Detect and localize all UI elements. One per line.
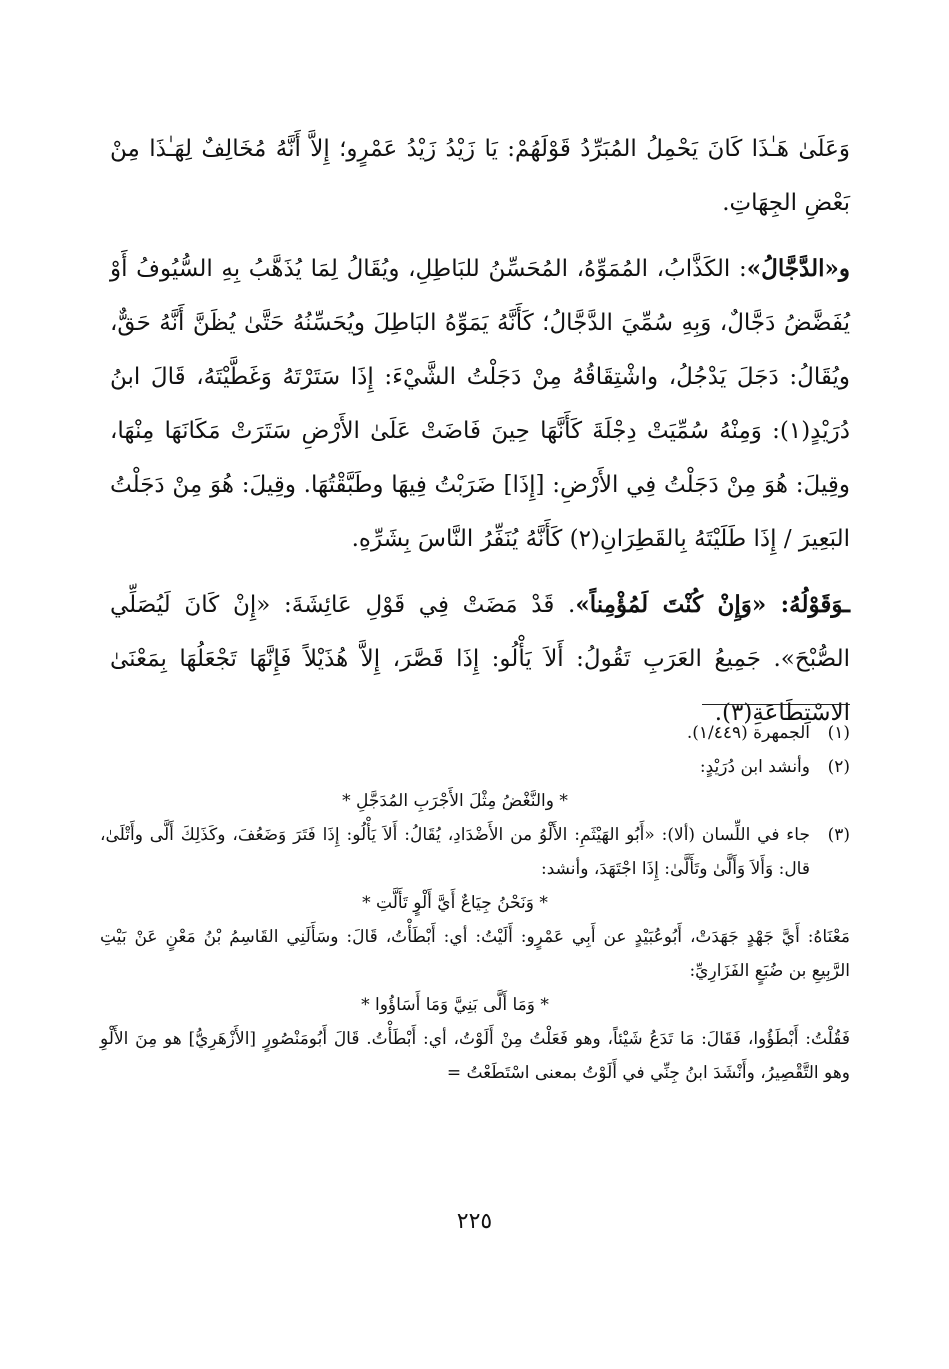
entry-text-mumin: . قَدْ مَضَتْ فِي قَوْلِ عَائِشَةَ: «إِنْ كَانَ لَيُصَلِّي الصُّبْحَ». جَمِيعُ العَرَبِ تَقُولُ: أَلاَ يَأْلُو: إِذَا قَصَّرَ، إِلاَّ هُذَيْلاً فَإِنَّهَا تَجْعَلُهَا بِمَعْنَىٰ الاسْتِطَاعَةِ(٣). [110, 592, 850, 726]
entry-text-dajjal: : الكَذَّابُ، المُمَوِّهُ، المُحَسِّنُ للبَاطِلِ، ويُقَالُ لِمَا يُذَهَّبُ بِهِ السُّيُوفُ أَوْ يُفَضَّضُ دَجَّالٌ، وَبِهِ سُمِّيَ الدَّجَّالُ؛ كَأَنَّهُ يَمَوِّهُ البَاطِلَ ويُحَسِّنُهُ حَتَّىٰ يُظَنَّ أَنَّهُ حَقٌّ، ويُقَالُ: دَجَلَ يَدْجُلُ، واشْتِقَاقُهُ مِنْ دَجَلْتُ الشَّيْءَ: إِذَا سَتَرْتَهُ وَغَطَّيْتَهُ، قَالَ ابنُ دُرَيْدٍ(١): وَمِنْهُ سُمِّيَتْ دِجْلَةَ كَأَنَّهَا حِينَ فَاضَتْ عَلَىٰ الأَرْضِ سَتَرَتْ مَكَانَهَا مِنْهَا، وقِيلَ: هُوَ مِنْ دَجَلْتُ فِي الأَرْضِ: [إِذَا] ضَرَبْتُ فِيهَا وطَبَّقْتُهَا. وقِيلَ: هُوَ مِنْ دَجَلْتُ البَعِيرَ / إِذَا طَلَيْتَهُ بِالقَطِرَانِ(٢) كَأَنَّهُ يُنَفِّرُ النَّاسَ بِشَرِّهِ. [110, 256, 850, 552]
footnote-text: الجمهرة (١/٤٤٩). [686, 723, 810, 743]
footnote-continuation: مَعْنَاهُ: أَيَّ جَهْدٍ جَهَدَتْ، أَبُوعُبَيْدٍ عن أَبِي عَمْرٍو: أَلَيْتُ: أي: أَبْطَأْتُ، قَالَ: وسَأَلَنِي القَاسِمُ بْنُ مَعْنٍ عَنْ بَيْتِ الرَّبِيعِ بن ضُبَعٍ الفَزَارِيِّ: [100, 927, 850, 981]
entry-heading-dajjal: و«الدَّجَّالُ» [746, 255, 850, 282]
footnote-number: (٢) [827, 757, 850, 777]
footnote-text: وأنشد ابن دُرَيْدٍ: [699, 757, 810, 777]
footnote-1 [100, 716, 850, 750]
main-text [110, 122, 850, 752]
footnote-verse: * والنَّغْضُ مِثْلَ الأَجْرَبِ المُدَجَّلِ * [342, 791, 568, 811]
footnote-continuation: فَقُلْتُ: أَبْطَؤُوا، فَقَالَ: مَا تَدَعُ شَيْئاً، وهو فَعَلْتُ مِنْ أَلَوْتُ، أي: أَبْطَأْتُ. قَالَ أَبُومَنْصُورٍ [الأَزْهَرِيُّ] هو مِنَ الأَلْوِ وهو التَّقْصِيرُ، وأَنْشَدَ ابنُ جِنِّي في أَلَوْتُ بمعنى اسْتَطَعْتُ = [100, 1029, 850, 1083]
footnote-verse: * وَمَا أَلَّى بَنِيَّ وَمَا أَسَاؤُوا * [361, 995, 549, 1015]
paragraph-dajjal [110, 242, 850, 566]
footnote-2 [100, 750, 850, 784]
footnote-number: (١) [827, 723, 850, 743]
footnotes [100, 716, 850, 1090]
entry-heading-mumin: ـوَقَوْلُهُ: «وَإِنْ كُنْتَ لَمُؤْمِناً» [575, 591, 850, 618]
page-number: ٢٢٥ [456, 1209, 493, 1234]
footnote-verse: * وَنَحْنُ جِيَاعٌ أَيَّ أَلْوٍ تَأَلَّتِ * [362, 893, 548, 913]
footnote-separator [702, 704, 850, 705]
paragraph-mubarrid: وَعَلَىٰ هَـٰذَا كَانَ يَحْمِلُ المُبَرِّدُ قَوْلَهُمْ: يَا زَيْدُ زَيْدُ عَمْرٍو؛ إِلاَّ أَنَّهُ مُخَالِفٌ لِهَـٰذَا مِنْ بَعْضِ الجِهَاتِ. [110, 136, 850, 216]
footnote-3 [100, 818, 850, 886]
footnote-text: جاء في اللِّسان (ألا): «أَبُو الهَيْثَمِ: الأَلْوُ من الأَضْدَادِ، يُقَالُ: أَلاَ يَأْلُو: إِذَا فَتَرَ وَضَعُفَ، وكَذَلِكَ أَلَّى وأَتْلَىٰ، قال: وَأَلاَ وَأَلَّىٰ وتَأَلَّىٰ: إِذَا اجْتَهَدَ، وأنشد: [100, 825, 810, 879]
footnote-number: (٣) [827, 825, 850, 845]
